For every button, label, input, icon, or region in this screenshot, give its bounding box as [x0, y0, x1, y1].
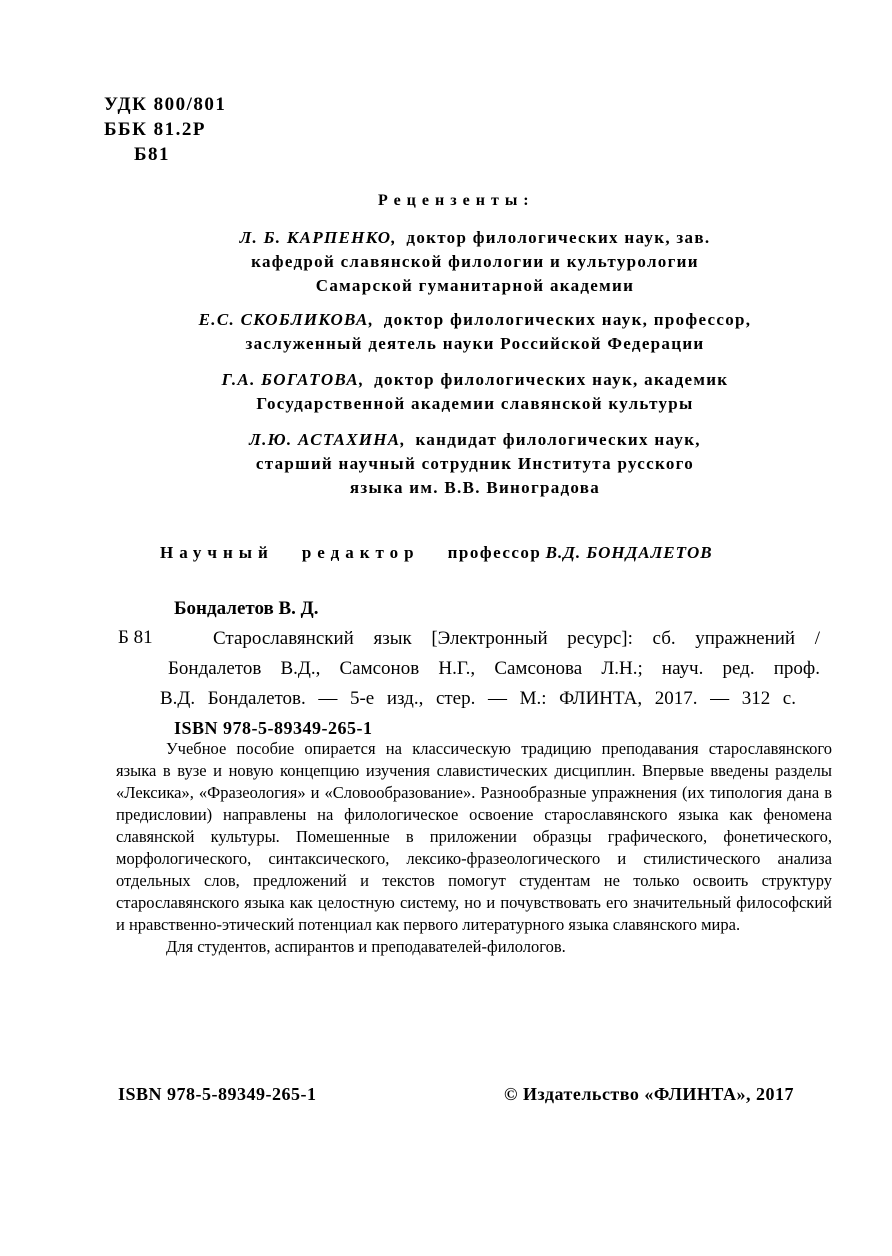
footer-copyright: © Издательство «ФЛИНТА», 2017 [504, 1084, 795, 1104]
udk-code: УДК 800/801 [104, 94, 227, 115]
reviewer-3 [140, 368, 810, 416]
bib-line-3: В.Д. Бондалетов. — 5-е изд., стер. — М.: ФЛИНТА, 2017. — 312 с. [160, 688, 796, 709]
reviewer-line: кандидат филологических наук, [415, 430, 701, 449]
reviewer-line: кафедрой славянской филологии и культурологии [251, 252, 699, 271]
reviewer-name: Л.Ю. АСТАХИНА, [249, 430, 406, 449]
reviewer-name: Г.А. БОГАТОВА, [221, 370, 365, 389]
author-heading: Бондалетов В. Д. [174, 598, 319, 619]
abstract-audience: Для студентов, аспирантов и преподавателей-филологов. [166, 937, 566, 956]
catalog-code: Б 81 [118, 627, 153, 648]
reviewer-1 [140, 226, 810, 298]
bib-line-2: Бондалетов В.Д., Самсонов Н.Г., Самсонова Л.Н.; науч. ред. проф. [168, 658, 820, 679]
footer-isbn: ISBN 978-5-89349-265-1 [118, 1084, 317, 1104]
reviewer-name: Л. Б. КАРПЕНКО, [239, 228, 397, 247]
reviewer-line: Государственной академии славянской культуры [256, 394, 694, 413]
reviewer-line: доктор филологических наук, академик [374, 370, 729, 389]
reviewer-line: доктор филологических наук, зав. [406, 228, 711, 247]
reviewer-name: Е.С. СКОБЛИКОВА, [198, 310, 375, 329]
reviewer-4 [140, 428, 810, 500]
abstract [116, 738, 832, 958]
classification-codes [104, 92, 226, 167]
abstract-paragraph: Учебное пособие опирается на классическую традицию преподавания старославянского языка в вузе и новую концепцию изучения славистических дисциплин. Впервые введены разделы «Лексика», «Фразеология» и «Словообразование». Разнообразные упражнения (их типология дана в предисловии) направлены на филологическое освоение старославянского языка как феномена славянской культуры. Помешенные в приложении образцы графического, фонетического, морфологического, синтаксического, лексико-фразеологического и стилистического анализа отдельных слов, предложений и текстов помогут студентам не только освоить структуру старославянского языка как целостную систему, но и почувствовать его значительный философский и нравственно-этический потенциал как первого литературного языка славянского мира. [116, 739, 832, 934]
reviewer-line: заслуженный деятель науки Российской Федерации [245, 334, 705, 353]
bib-line-1: Старославянский язык [Электронный ресурс]: сб. упражнений / [213, 628, 820, 649]
reviewer-line: языка им. В.В. Виноградова [349, 478, 601, 497]
editor-word-2: редактор [301, 543, 420, 562]
reviewer-line: доктор филологических наук, профессор, [383, 310, 752, 329]
bibliographic-description [160, 624, 820, 714]
editor-word-1: Научный [160, 543, 274, 562]
reviewer-2 [120, 308, 830, 356]
author-sign-code: Б81 [134, 144, 171, 165]
bbk-code: ББК 81.2Р [104, 119, 207, 140]
scientific-editor [160, 543, 713, 563]
reviewers-title: Рецензенты: [378, 192, 535, 209]
reviewer-line: Самарской гуманитарной академии [315, 276, 635, 295]
editor-name: В.Д. БОНДАЛЕТОВ [545, 543, 713, 562]
reviewer-line: старший научный сотрудник Института русского [255, 454, 695, 473]
isbn: ISBN 978-5-89349-265-1 [174, 718, 373, 738]
editor-title: профессор [447, 543, 542, 562]
